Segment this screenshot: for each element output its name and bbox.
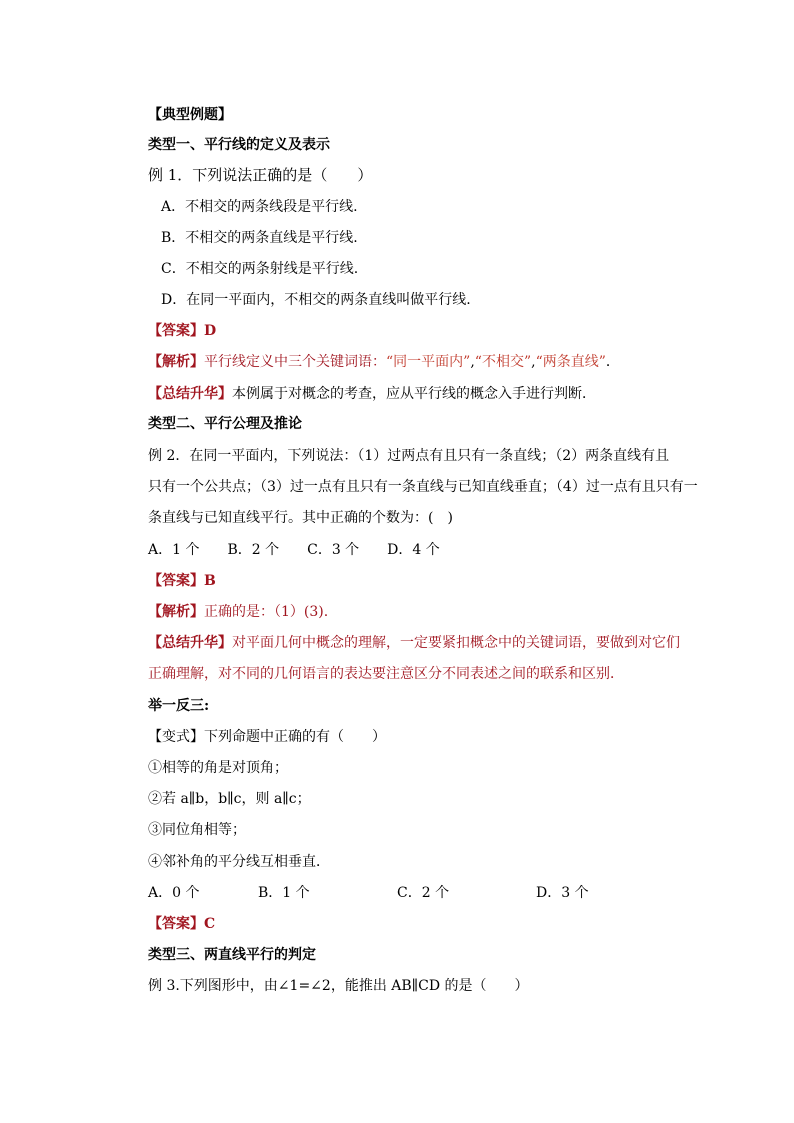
example2-summary-line2: 正确理解，对不同的几何语言的表达要注意区分不同表述之间的联系和区别．	[148, 666, 624, 682]
variant-option-b: B．1 个	[258, 885, 310, 901]
summary-text: 对平面几何中概念的理解，一定要紧扣概念中的关键词语，要做到对它们	[232, 635, 680, 651]
example1-question: 例 1．下列说法正确的是（ ）	[148, 166, 373, 184]
analysis-label: 【解析】	[148, 604, 204, 620]
example2-summary-line1	[148, 634, 680, 652]
type2-heading: 类型二、平行公理及推论	[148, 416, 302, 432]
variant-label: 【变式】	[148, 729, 204, 745]
summary-text: 本例属于对概念的考查，应从平行线的概念入手进行判断．	[232, 386, 596, 402]
section-title: 【典型例题】	[148, 107, 232, 123]
example1-option-c: C．不相交的两条射线是平行线.	[161, 261, 359, 277]
answer-value: B	[204, 573, 216, 589]
example2-question-line3: 条直线与已知直线平行。其中正确的个数为：( )	[148, 510, 453, 526]
variant-question-text: 下列命题中正确的有（ ）	[204, 729, 386, 745]
example2-question-line2: 只有一个公共点；（3）过一点有且只有一条直线与已知直线垂直；（4）过一点有且只有一	[148, 479, 698, 495]
variant-option-d: D．3 个	[536, 885, 589, 901]
variant-answer	[148, 915, 215, 933]
summary-label: 【总结升华】	[148, 386, 232, 402]
example2-analysis	[148, 603, 328, 621]
answer-label: 【答案】	[148, 573, 204, 589]
variant-question	[148, 728, 386, 746]
variant-option-c: C．2 个	[397, 885, 450, 901]
example3-question: 例 3.下列图形中，由∠1=∠2，能推出 AB∥CD 的是（ ）	[148, 978, 529, 994]
example1-answer	[148, 322, 216, 340]
variant-heading: 举一反三:	[148, 698, 210, 714]
type1-heading: 类型一、平行线的定义及表示	[148, 137, 330, 153]
type3-heading: 类型三、两直线平行的判定	[148, 947, 316, 963]
answer-label: 【答案】	[148, 916, 204, 932]
analysis-end: ．	[605, 354, 620, 370]
example1-option-b: B．不相交的两条直线是平行线.	[161, 230, 358, 246]
variant-item-2: ②若 a∥b，b∥c，则 a∥c；	[148, 791, 311, 807]
variant-item-1: ①相等的角是对顶角；	[148, 760, 288, 776]
example2-answer	[148, 572, 216, 590]
analysis-text: 正确的是：（1）(3).	[204, 604, 329, 620]
analysis-text: 平行线定义中三个关键词语：	[204, 354, 386, 370]
variant-item-3: ③同位角相等；	[148, 822, 246, 838]
variant-item-4: ④邻补角的平分线互相垂直．	[148, 854, 330, 870]
example2-question-line1: 例 2．在同一平面内，下列说法：（1）过两点有且只有一条直线；（2）两条直线有且	[148, 448, 670, 464]
example1-option-a: A．不相交的两条线段是平行线.	[161, 199, 358, 215]
example2-options: A．1 个 B．2 个 C．3 个 D．4 个	[148, 542, 440, 558]
analysis-quote-1: “同一平面内”	[386, 354, 471, 370]
variant-option-a: A．0 个	[148, 885, 200, 901]
answer-value: C	[204, 916, 216, 932]
answer-label: 【答案】	[148, 323, 204, 339]
analysis-quote-2: “不相交”	[474, 354, 532, 370]
summary-label: 【总结升华】	[148, 635, 232, 651]
example1-option-d: D．在同一平面内，不相交的两条直线叫做平行线.	[161, 292, 471, 308]
analysis-quote-3: “两条直线”	[535, 354, 606, 370]
example1-analysis: 【解析】平行线定义中三个关键词语：“同一平面内”,“不相交”,“两条直线”．	[148, 354, 620, 370]
answer-value: D	[204, 323, 217, 339]
analysis-label: 【解析】	[148, 354, 204, 370]
example1-summary	[148, 385, 596, 403]
